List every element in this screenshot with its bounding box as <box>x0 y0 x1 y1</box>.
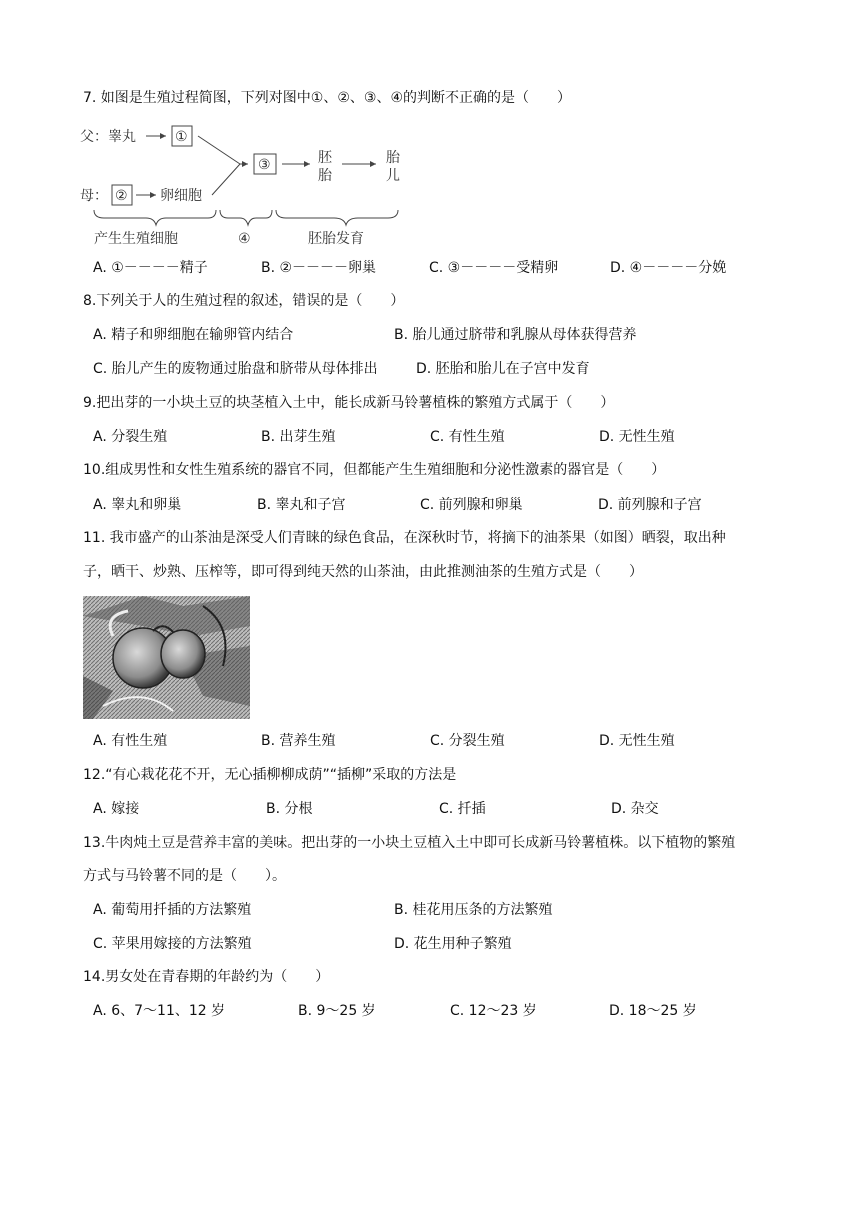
reproduction-process-diagram <box>80 118 410 250</box>
oil-tea-fruit-photo <box>83 596 250 719</box>
q12-option-d[interactable]: D. 杂交 <box>611 801 659 817</box>
diagram-brace-3-label: 胚胎发育 <box>308 231 364 247</box>
question-10-stem: 10.组成男性和女性生殖系统的器官不同，但都能产生生殖细胞和分泌性激素的器官是（ ） <box>83 462 666 478</box>
q11-option-d[interactable]: D. 无性生殖 <box>599 733 675 749</box>
q12-option-a[interactable]: A. 嫁接 <box>93 801 140 817</box>
diagram-fetus-label-a: 胎 <box>386 150 400 166</box>
diagram-box-1-label: ① <box>175 129 188 145</box>
diagram-egg-label: 卵细胞 <box>160 188 202 204</box>
question-11-stem-line-2: 子，晒干、炒熟、压榨等，即可得到纯天然的山茶油，由此推测油茶的生殖方式是（ ） <box>83 564 643 580</box>
q7-option-d[interactable]: D. ④－－－－分娩 <box>610 260 727 276</box>
q8-option-a[interactable]: A. 精子和卵细胞在输卵管内结合 <box>93 327 294 343</box>
q13-option-d[interactable]: D. 花生用种子繁殖 <box>394 936 512 952</box>
q11-option-a[interactable]: A. 有性生殖 <box>93 733 168 749</box>
question-8-stem: 8.下列关于人的生殖过程的叙述，错误的是（ ） <box>83 293 405 309</box>
q10-option-c[interactable]: C. 前列腺和卵巢 <box>420 497 523 513</box>
q7-option-a[interactable]: A. ①－－－－精子 <box>93 260 208 276</box>
q7-option-b[interactable]: B. ②－－－－卵巢 <box>261 260 377 276</box>
q14-option-a[interactable]: A. 6、7～11、12 岁 <box>93 1003 226 1019</box>
diagram-box-3-label: ③ <box>258 157 271 173</box>
question-11-stem-line-1: 11. 我市盛产的山茶油是深受人们青睐的绿色食品，在深秋时节，将摘下的油茶果（如图）晒裂，取出种 <box>83 530 726 546</box>
q14-option-d[interactable]: D. 18～25 岁 <box>609 1003 697 1019</box>
question-12-stem: 12.“有心栽花花不开，无心插柳柳成荫”“插柳”采取的方法是 <box>83 767 457 783</box>
diagram-father-label: 父：睾丸 <box>80 129 136 145</box>
q8-option-b[interactable]: B. 胎儿通过脐带和乳腺从母体获得营养 <box>394 327 637 343</box>
q13-option-a[interactable]: A. 葡萄用扦插的方法繁殖 <box>93 902 252 918</box>
q11-option-c[interactable]: C. 分裂生殖 <box>430 733 505 749</box>
diagram-embryo-label-b: 胎 <box>318 168 332 184</box>
q10-option-b[interactable]: B. 睾丸和子宫 <box>257 497 346 513</box>
question-14-stem: 14.男女处在青春期的年龄约为（ ） <box>83 969 330 985</box>
q9-option-b[interactable]: B. 出芽生殖 <box>261 429 336 445</box>
q8-option-d[interactable]: D. 胚胎和胎儿在子宫中发育 <box>416 361 590 377</box>
diagram-embryo-label-a: 胚 <box>318 150 332 166</box>
diagram-mother-label: 母： <box>80 188 108 204</box>
q8-option-c[interactable]: C. 胎儿产生的废物通过胎盘和脐带从母体排出 <box>93 361 378 377</box>
q12-option-b[interactable]: B. 分根 <box>266 801 313 817</box>
q14-option-c[interactable]: C. 12～23 岁 <box>450 1003 537 1019</box>
question-7-stem: 7. 如图是生殖过程简图，下列对图中①、②、③、④的判断不正确的是（ ） <box>83 90 572 106</box>
diagram-brace-2-label: ④ <box>238 231 251 247</box>
q9-option-d[interactable]: D. 无性生殖 <box>599 429 675 445</box>
q12-option-c[interactable]: C. 扦插 <box>439 801 486 817</box>
q7-option-c[interactable]: C. ③－－－－受精卵 <box>429 260 559 276</box>
diagram-box-2-label: ② <box>115 188 128 204</box>
question-13-stem-line-2: 方式与马铃薯不同的是（ ）。 <box>83 868 286 884</box>
q13-option-b[interactable]: B. 桂花用压条的方法繁殖 <box>394 902 553 918</box>
q14-option-b[interactable]: B. 9～25 岁 <box>298 1003 376 1019</box>
q10-option-d[interactable]: D. 前列腺和子宫 <box>598 497 702 513</box>
q13-option-c[interactable]: C. 苹果用嫁接的方法繁殖 <box>93 936 252 952</box>
q10-option-a[interactable]: A. 睾丸和卵巢 <box>93 497 182 513</box>
q11-option-b[interactable]: B. 营养生殖 <box>261 733 336 749</box>
question-13-stem-line-1: 13.牛肉炖土豆是营养丰富的美味。把出芽的一小块土豆植入土中即可长成新马铃薯植株。以下植物的繁殖 <box>83 835 736 851</box>
q9-option-c[interactable]: C. 有性生殖 <box>430 429 505 445</box>
diagram-brace-1-label: 产生生殖细胞 <box>94 231 178 247</box>
question-9-stem: 9.把出芽的一小块土豆的块茎植入土中，能长成新马铃薯植株的繁殖方式属于（ ） <box>83 395 615 411</box>
diagram-fetus-label-b: 儿 <box>386 168 400 184</box>
q9-option-a[interactable]: A. 分裂生殖 <box>93 429 168 445</box>
